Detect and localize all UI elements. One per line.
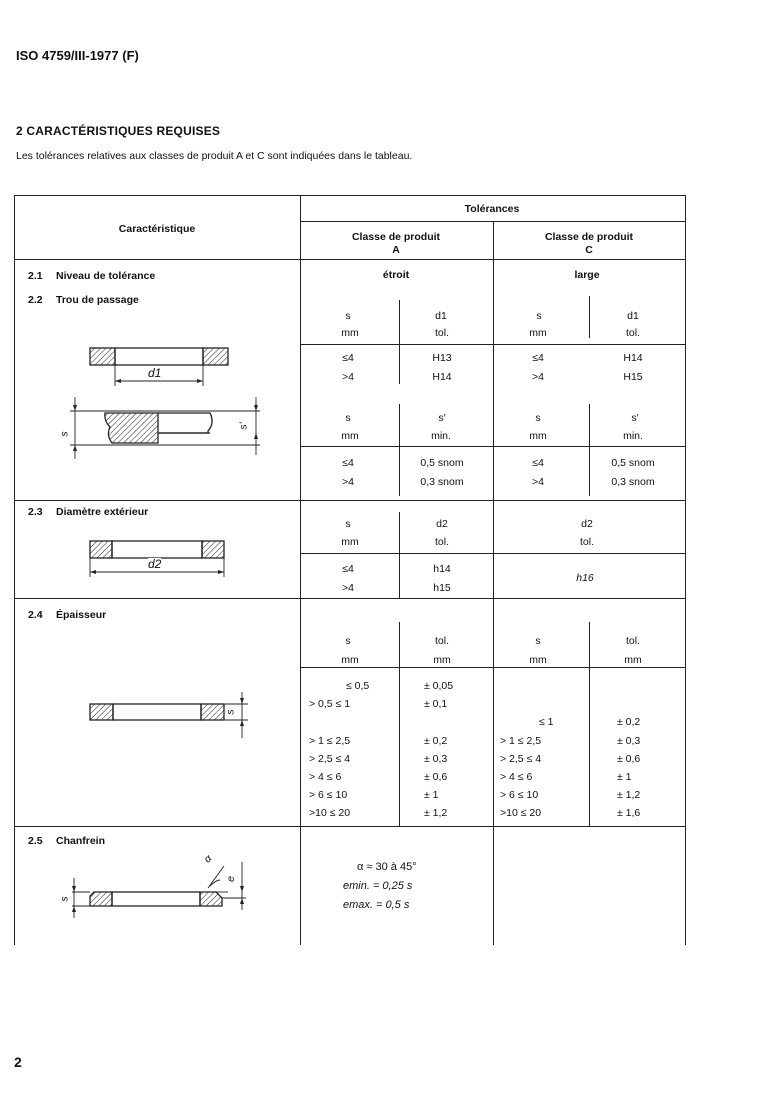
outer-a-s-row1: ≤4 [342,563,354,575]
chamfer-angle: α ≈ 30 à 45° [357,861,417,873]
thickness-a-s-row: > 6 ≤ 10 [309,789,348,801]
diagram-chamfer-s-label: s [58,896,71,902]
thickness-c-tol-row: ± 1 [617,771,632,783]
class-a-label: Classe de produit [351,231,441,243]
diagram-sprime-label: s' [237,422,250,430]
hole-a-s-header: s [345,310,351,322]
thickness-a-s-row: > 2,5 ≤ 4 [309,753,351,765]
outer-c-d2-value: h16 [576,572,594,584]
section-intro: Les tolérances relatives aux classes de produit A et C sont indiquées dans le tableau. [16,150,413,162]
column-header-tolerances: Tolérances [464,203,520,215]
diagram-thickness-s-label: s [224,709,237,715]
thickness-a-s-row: > 0,5 ≤ 1 [309,698,351,710]
thickness-c-s-row: >10 ≤ 20 [500,807,542,819]
outer-a-d2-row2: h15 [433,582,451,594]
tolerance-level-a: étroit [382,269,410,281]
row-2-5-label: Chanfrein [56,835,106,847]
bearing-c-s-unit: mm [529,430,547,442]
thickness-a-tol-row: ± 0,3 [424,753,448,765]
thickness-a-s-unit: mm [341,654,359,666]
chamfer-e-max: emax. = 0,5 s [343,899,410,911]
thickness-a-tol-row: ± 0,05 [424,680,454,692]
row-2-2-number: 2.2 [28,294,43,306]
hole-c-d1-row1: H14 [623,352,643,364]
bearing-c-s-row2: >4 [532,476,544,488]
document-reference: ISO 4759/III-1977 (F) [16,48,139,63]
outer-a-d2-header: d2 [436,518,448,530]
hole-a-d1-header: d1 [435,310,447,322]
thickness-c-tol-row: ± 0,2 [617,716,641,728]
hole-c-d1-header: d1 [627,310,639,322]
thickness-c-tol-header: tol. [625,635,641,647]
diagram-s-label: s [58,431,71,437]
bearing-a-sprime-row2: 0,3 snom [420,476,464,488]
thickness-a-tol-row: ± 1 [424,789,439,801]
outer-a-s-row2: >4 [342,582,354,594]
thickness-c-s-unit: mm [529,654,547,666]
thickness-a-s-row: > 1 ≤ 2,5 [309,735,351,747]
hole-c-d1-row2: H15 [623,371,643,383]
diagram-e-label: e [224,876,237,882]
hole-a-s-unit: mm [341,327,359,339]
bearing-c-s-header: s [535,412,541,424]
row-2-1-label: Niveau de tolérance [56,270,156,282]
thickness-c-s-row: > 4 ≤ 6 [500,771,533,783]
thickness-a-s-header: s [345,635,351,647]
diagram-d1-label: d1 [148,366,162,380]
hole-a-d1-unit: tol. [434,327,450,339]
bearing-a-s-header: s [345,412,351,424]
row-2-2-label: Trou de passage [56,294,139,306]
diagram-d2-label: d2 [148,557,162,571]
thickness-c-tol-row: ± 1,2 [617,789,641,801]
bearing-c-sprime-row2: 0,3 snom [611,476,655,488]
thickness-a-tol-header: tol. [434,635,450,647]
outer-a-s-unit: mm [341,536,359,548]
bearing-c-sprime-row1: 0,5 snom [611,457,655,469]
thickness-c-tol-unit: mm [624,654,642,666]
class-a-letter: A [392,244,400,256]
bearing-a-sprime-unit: min. [431,430,451,442]
bearing-a-sprime-header: s′ [438,412,446,424]
washer-hole-diagram [80,340,240,390]
outer-a-d2-row1: h14 [433,563,451,575]
thickness-c-tol-row: ± 0,6 [617,753,641,765]
row-2-3-label: Diamètre extérieur [56,506,149,518]
page-number: 2 [14,1054,22,1070]
hole-c-s-row2: >4 [532,371,544,383]
row-2-3-number: 2.3 [28,506,43,518]
bearing-a-s-row1: ≤4 [342,457,354,469]
bearing-a-s-row2: >4 [342,476,354,488]
thickness-a-tol-row: ± 0,6 [424,771,448,783]
thickness-a-tol-row: ± 0,1 [424,698,448,710]
outer-c-d2-unit: tol. [579,536,595,548]
bearing-c-s-row1: ≤4 [532,457,544,469]
hole-c-d1-unit: tol. [625,327,641,339]
hole-a-s-row1: ≤4 [342,352,354,364]
bearing-c-sprime-unit: min. [623,430,643,442]
washer-thickness-diagram [80,690,260,740]
thickness-a-tol-row: ± 1,2 [424,807,448,819]
thickness-c-s-row: > 6 ≤ 10 [500,789,539,801]
row-2-4-number: 2.4 [28,609,43,621]
outer-a-s-header: s [345,518,351,530]
hole-a-d1-row1: H13 [432,352,452,364]
thickness-a-tol-unit: mm [433,654,451,666]
thickness-c-tol-row: ± 1,6 [617,807,641,819]
thickness-c-tol-row: ± 0,3 [617,735,641,747]
hole-a-d1-row2: H14 [432,371,452,383]
thickness-c-s-header: s [535,635,541,647]
outer-a-d2-unit: tol. [434,536,450,548]
diagram-alpha-label: α [201,852,215,866]
section-title: 2 CARACTÉRISTIQUES REQUISES [16,124,221,138]
tolerance-level-c: large [574,269,600,281]
outer-c-d2-header: d2 [581,518,593,530]
thickness-a-s-row: >10 ≤ 20 [309,807,351,819]
chamfer-e-min: emin. = 0,25 s [343,880,413,892]
thickness-c-s-row: > 1 ≤ 2,5 [500,735,542,747]
hole-c-s-header: s [536,310,542,322]
thickness-a-s-row: ≤ 0,5 [346,680,370,692]
thickness-a-tol-row: ± 0,2 [424,735,448,747]
thickness-a-s-row: > 4 ≤ 6 [309,771,342,783]
row-2-5-number: 2.5 [28,835,43,847]
class-c-letter: C [585,244,593,256]
thickness-c-s-row: > 2,5 ≤ 4 [500,753,542,765]
bearing-c-sprime-header: s′ [631,412,639,424]
hole-c-s-row1: ≤4 [532,352,544,364]
bearing-a-sprime-row1: 0,5 snom [420,457,464,469]
bearing-a-s-unit: mm [341,430,359,442]
washer-chamfer-diagram [60,848,260,918]
row-2-1-number: 2.1 [28,270,43,282]
column-header-caracteristique: Caractéristique [118,223,196,235]
thickness-c-s-row: ≤ 1 [539,716,554,728]
hole-c-s-unit: mm [529,327,547,339]
row-2-4-label: Épaisseur [56,609,107,621]
hole-a-s-row2: >4 [342,371,354,383]
class-c-label: Classe de produit [544,231,634,243]
